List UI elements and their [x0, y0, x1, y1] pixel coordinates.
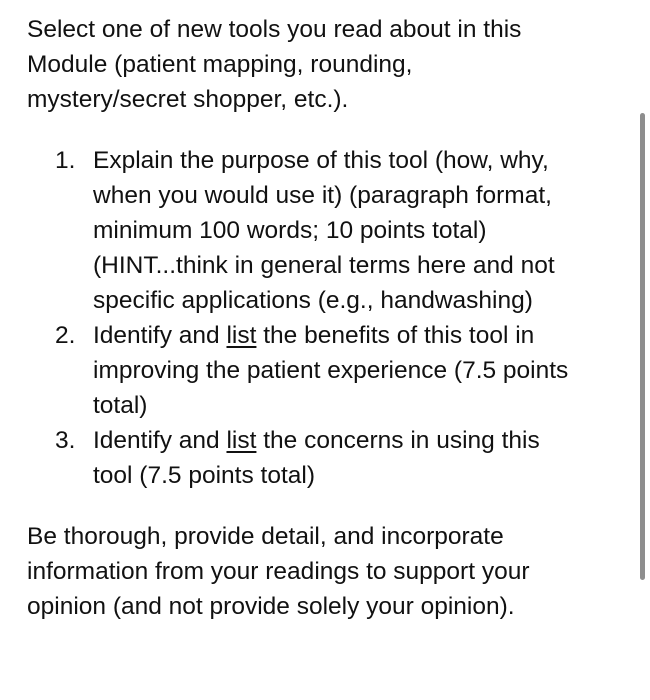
- intro-paragraph: [27, 12, 627, 117]
- item-number: 3.: [55, 427, 76, 454]
- item-line: total): [93, 392, 148, 419]
- item-line: tool (7.5 points total): [93, 462, 315, 489]
- intro-line: Select one of new tools you read about in this: [27, 16, 522, 43]
- closing-paragraph: [27, 519, 627, 624]
- intro-line: Module (patient mapping, rounding,: [27, 51, 413, 78]
- intro-line: mystery/secret shopper, etc.).: [27, 86, 349, 113]
- item-text-pre: Identify and: [93, 322, 227, 349]
- item-line: when you would use it) (paragraph format,: [93, 182, 552, 209]
- item-line: minimum 100 words; 10 points total): [93, 217, 487, 244]
- closing-line: opinion (and not provide solely your opinion).: [27, 593, 515, 620]
- underlined-word: list: [226, 322, 257, 349]
- closing-line: information from your readings to support your: [27, 558, 530, 585]
- item-text-post: the benefits of this tool in: [256, 322, 535, 349]
- item-text-post: the concerns in using this: [256, 427, 540, 454]
- instruction-item-1: [27, 143, 627, 318]
- item-line: specific applications (e.g., handwashing): [93, 287, 533, 314]
- closing-line: Be thorough, provide detail, and incorporate: [27, 523, 504, 550]
- item-text-pre: Identify and: [93, 427, 227, 454]
- item-line: (HINT...think in general terms here and not: [93, 252, 555, 279]
- item-number: 1.: [55, 147, 76, 174]
- instruction-item-2: [27, 318, 627, 423]
- vertical-scrollbar[interactable]: [640, 113, 645, 580]
- item-line: improving the patient experience (7.5 points: [93, 357, 569, 384]
- instruction-list: [27, 143, 627, 493]
- underlined-word: list: [226, 427, 257, 454]
- instruction-item-3: [27, 423, 627, 493]
- item-line: Explain the purpose of this tool (how, why,: [93, 147, 549, 174]
- item-number: 2.: [55, 322, 76, 349]
- assignment-text: [27, 12, 627, 624]
